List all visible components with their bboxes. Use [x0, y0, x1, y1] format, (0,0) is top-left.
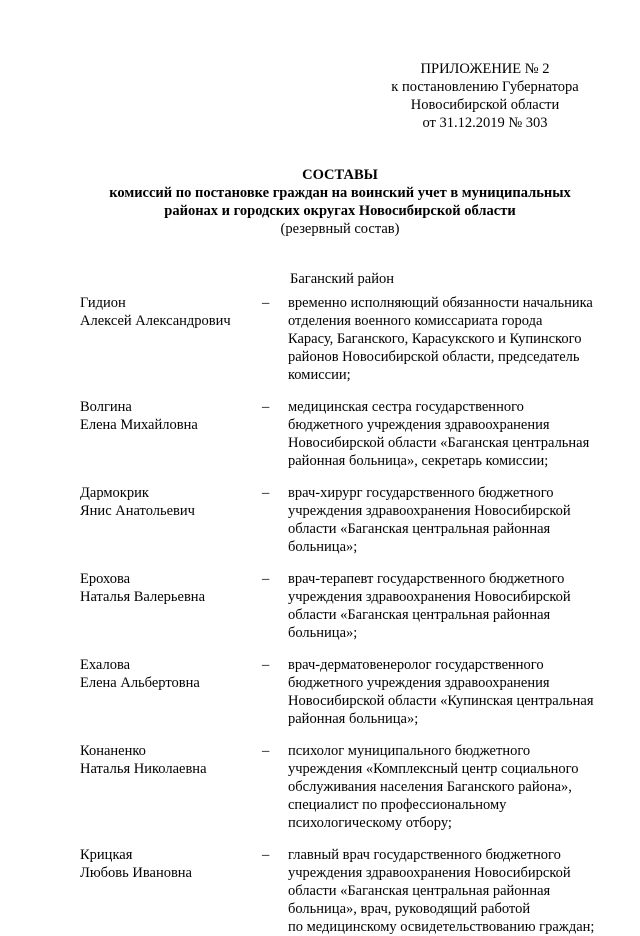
- appendix-reference: к постановлению Губернатора: [391, 79, 579, 95]
- member-given-names: Янис Анатольевич: [80, 503, 195, 519]
- member-role-line: больница»;: [288, 539, 358, 555]
- member-role: [288, 294, 616, 384]
- member-name: [80, 570, 262, 642]
- member-name: [80, 294, 262, 384]
- member-role: [288, 742, 616, 832]
- member-entry: [80, 570, 620, 642]
- member-role-line: обслуживания населения Баганского района»,: [288, 779, 572, 795]
- member-role-line: Карасу, Баганского, Карасукского и Купинского: [288, 331, 582, 347]
- member-role-line: комиссии;: [288, 367, 351, 383]
- member-given-names: Наталья Валерьевна: [80, 589, 205, 605]
- member-entry: [80, 294, 620, 384]
- member-given-names: Наталья Николаевна: [80, 761, 207, 777]
- member-role-line: Новосибирской области «Баганская центральная: [288, 435, 590, 451]
- appendix-date-number: от 31.12.2019 № 303: [422, 115, 548, 131]
- member-role-line: по медицинскому освидетельствованию граждан;: [288, 919, 595, 935]
- member-role: [288, 846, 616, 936]
- member-role-line: районная больница», секретарь комиссии;: [288, 453, 549, 469]
- member-role-line: учреждения здравоохранения Новосибирской: [288, 589, 571, 605]
- member-surname: Волгина: [80, 399, 132, 415]
- member-role-line: учреждения «Комплексный центр социального: [288, 761, 579, 777]
- member-role-line: области «Баганская центральная районная: [288, 883, 551, 899]
- member-role-line: области «Баганская центральная районная: [288, 607, 551, 623]
- member-given-names: Елена Альбертовна: [80, 675, 200, 691]
- member-given-names: Елена Михайловна: [80, 417, 198, 433]
- member-role-line: районная больница»;: [288, 711, 419, 727]
- member-dash: –: [262, 485, 270, 501]
- member-surname: Ерохова: [80, 571, 131, 587]
- member-role-line: главный врач государственного бюджетного: [288, 847, 561, 863]
- member-role-line: больница»;: [288, 625, 358, 641]
- member-entry: [80, 656, 620, 728]
- member-dash: –: [262, 743, 270, 759]
- member-role-line: больница», врач, руководящий работой: [288, 901, 531, 917]
- member-dash: –: [262, 571, 270, 587]
- member-role-line: отделения военного комиссариата города: [288, 313, 543, 329]
- member-given-names: Алексей Александрович: [80, 313, 231, 329]
- member-surname: Гидион: [80, 295, 126, 311]
- member-surname: Крицкая: [80, 847, 133, 863]
- member-surname: Конаненко: [80, 743, 146, 759]
- member-dash: –: [262, 295, 270, 311]
- member-role-line: районов Новосибирской области, председатель: [288, 349, 580, 365]
- member-entry: [80, 742, 620, 832]
- member-name: [80, 846, 262, 936]
- member-surname: Ехалова: [80, 657, 131, 673]
- member-role-line: учреждения здравоохранения Новосибирской: [288, 865, 571, 881]
- member-dash: –: [262, 657, 270, 673]
- member-surname: Дармокрик: [80, 485, 149, 501]
- member-role-line: психолог муниципального бюджетного: [288, 743, 531, 759]
- appendix-title: ПРИЛОЖЕНИЕ № 2: [420, 61, 550, 77]
- member-given-names: Любовь Ивановна: [80, 865, 192, 881]
- district-heading: Баганский район: [290, 271, 394, 287]
- document-subtitle-line-2: районах и городских округах Новосибирской области: [164, 203, 516, 219]
- member-role-line: области «Баганская центральная районная: [288, 521, 551, 537]
- member-role-line: врач-хирург государственного бюджетного: [288, 485, 554, 501]
- member-name: [80, 742, 262, 832]
- member-role-line: Новосибирской области «Купинская центральная: [288, 693, 594, 709]
- appendix-region: Новосибирской области: [410, 97, 560, 113]
- member-list: [80, 294, 620, 936]
- member-role-line: врач-дерматовенеролог государственного: [288, 657, 544, 673]
- document-subtitle-line-1: комиссий по постановке граждан на воинский учет в муниципальных: [109, 185, 571, 201]
- member-role: [288, 484, 616, 556]
- member-name: [80, 656, 262, 728]
- member-dash: –: [262, 847, 270, 863]
- member-role-line: медицинская сестра государственного: [288, 399, 524, 415]
- member-role-line: учреждения здравоохранения Новосибирской: [288, 503, 571, 519]
- member-name: [80, 398, 262, 470]
- member-role-line: врач-терапевт государственного бюджетного: [288, 571, 565, 587]
- member-role-line: бюджетного учреждения здравоохранения: [288, 675, 550, 691]
- member-role-line: временно исполняющий обязанности начальника: [288, 295, 593, 311]
- member-role-line: бюджетного учреждения здравоохранения: [288, 417, 550, 433]
- member-role-line: психологическому отбору;: [288, 815, 452, 831]
- member-entry: [80, 398, 620, 470]
- member-entry: [80, 484, 620, 556]
- member-role: [288, 570, 616, 642]
- member-dash: –: [262, 399, 270, 415]
- member-entry: [80, 846, 620, 936]
- member-role-line: специалист по профессиональному: [288, 797, 507, 813]
- member-role: [288, 656, 616, 728]
- appendix-block: [360, 60, 610, 132]
- document-heading: [60, 166, 620, 238]
- document-title: СОСТАВЫ: [302, 167, 378, 183]
- member-name: [80, 484, 262, 556]
- document-note: (резервный состав): [280, 221, 400, 237]
- member-role: [288, 398, 616, 470]
